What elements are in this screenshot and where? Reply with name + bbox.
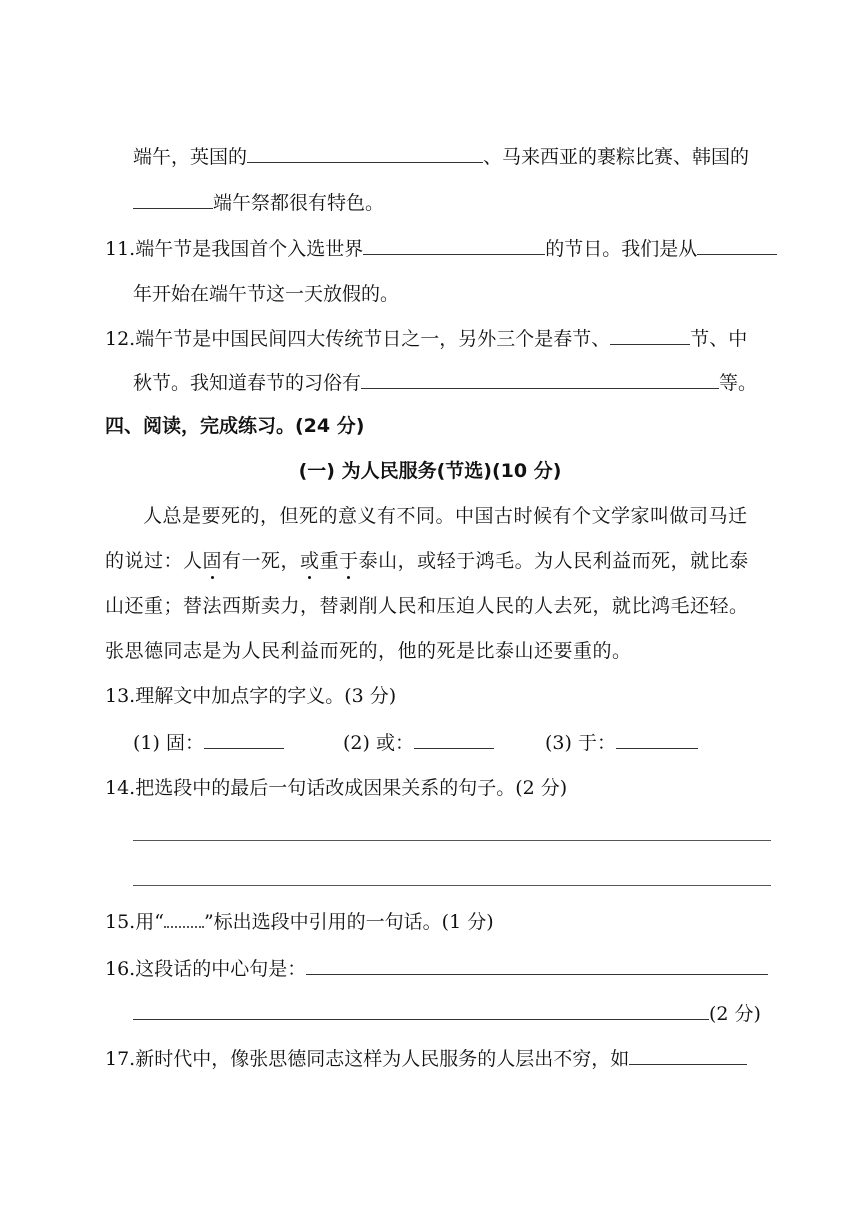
fill-in-line-continuation — [133, 190, 384, 215]
answer-line[interactable] — [133, 885, 771, 886]
passage-line: 山还重；替法西斯卖力，替剥削人民和压迫人民的人去死，就比鸿毛还轻。 — [105, 595, 749, 617]
answer-blank[interactable] — [361, 370, 719, 389]
dotted-char-huo: 或 — [300, 550, 320, 572]
subitem-label: (2) 或： — [343, 732, 414, 754]
question-16-cont — [133, 1001, 761, 1026]
question-13-subitems — [545, 730, 698, 755]
question-13-subitems — [343, 730, 494, 755]
fill-in-line-continuation — [133, 144, 749, 169]
passage-line: 张思德同志是为人民利益而死的，他的死是比泰山还要重的。 — [105, 640, 632, 662]
dotted-char-yu: 于 — [339, 550, 359, 572]
question-11 — [105, 236, 777, 261]
wavy-underline-mark — [164, 912, 204, 928]
question-16 — [105, 956, 768, 981]
question-text: 等。 — [719, 372, 758, 394]
answer-blank[interactable] — [133, 1001, 709, 1020]
question-text: 17.新时代中，像张思德同志这样为人民服务的人层出不穷，如 — [105, 1048, 630, 1070]
answer-blank[interactable] — [697, 236, 777, 255]
answer-blank[interactable] — [616, 730, 698, 749]
question-text: 的节日。我们是从 — [545, 238, 698, 260]
question-14: 14.把选段中的最后一句话改成因果关系的句子。(2 分) — [105, 777, 568, 799]
question-15 — [105, 910, 494, 934]
answer-blank[interactable] — [247, 144, 483, 163]
text: 、马来西亚的裹粽比赛、韩国的 — [483, 146, 750, 168]
dotted-char-gu: 固 — [202, 550, 223, 572]
answer-blank[interactable] — [629, 1046, 747, 1065]
passage-text: 重 — [319, 550, 340, 572]
question-13-subitems — [133, 730, 284, 755]
question-text: 12.端午节是中国民间四大传统节日之一，另外三个是春节、 — [105, 328, 611, 350]
question-17 — [105, 1046, 747, 1071]
subitem-label: (1) 固： — [133, 732, 204, 754]
text: 端午祭都很有特色。 — [213, 192, 385, 214]
question-13: 13.理解文中加点字的字义。(3 分) — [105, 685, 397, 707]
passage-title: (一) 为人民服务(节选)(10 分) — [298, 460, 562, 482]
answer-blank[interactable] — [363, 236, 545, 255]
question-11-cont — [133, 282, 399, 306]
answer-blank[interactable] — [306, 956, 768, 975]
answer-blank[interactable] — [133, 190, 213, 209]
question-text: 秋节。我知道春节的习俗有 — [133, 372, 362, 394]
passage-line — [105, 549, 749, 573]
passage-line: 人总是要死的，但死的意义有不同。中国古时候有个文学家叫做司马迁 — [143, 505, 748, 527]
question-text: 15.用“ — [105, 911, 164, 933]
question-text: 11.端午节是我国首个入选世界 — [105, 238, 364, 260]
answer-blank[interactable] — [414, 730, 494, 749]
answer-blank[interactable] — [610, 326, 690, 345]
passage-text: 有一死， — [222, 550, 301, 572]
question-text: 16.这段话的中心句是： — [105, 958, 307, 980]
section-heading: 四、阅读，完成练习。(24 分) — [105, 415, 365, 437]
text: 端午，英国的 — [133, 146, 248, 168]
question-text: 年开始在端午节这一天放假的。 — [133, 283, 400, 305]
question-text: 节、中 — [690, 328, 748, 350]
answer-line[interactable] — [133, 840, 771, 841]
score-label: (2 分) — [709, 1003, 761, 1025]
answer-blank[interactable] — [204, 730, 284, 749]
question-12-cont — [133, 370, 757, 395]
passage-text: 的说过：人 — [105, 550, 203, 572]
subitem-label: (3) 于： — [545, 732, 616, 754]
passage-text: 泰山，或轻于鸿毛。为人民利益而死，就比泰 — [358, 550, 749, 572]
question-text: ”标出选段中引用的一句话。(1 分) — [203, 911, 494, 933]
question-12 — [105, 326, 747, 351]
